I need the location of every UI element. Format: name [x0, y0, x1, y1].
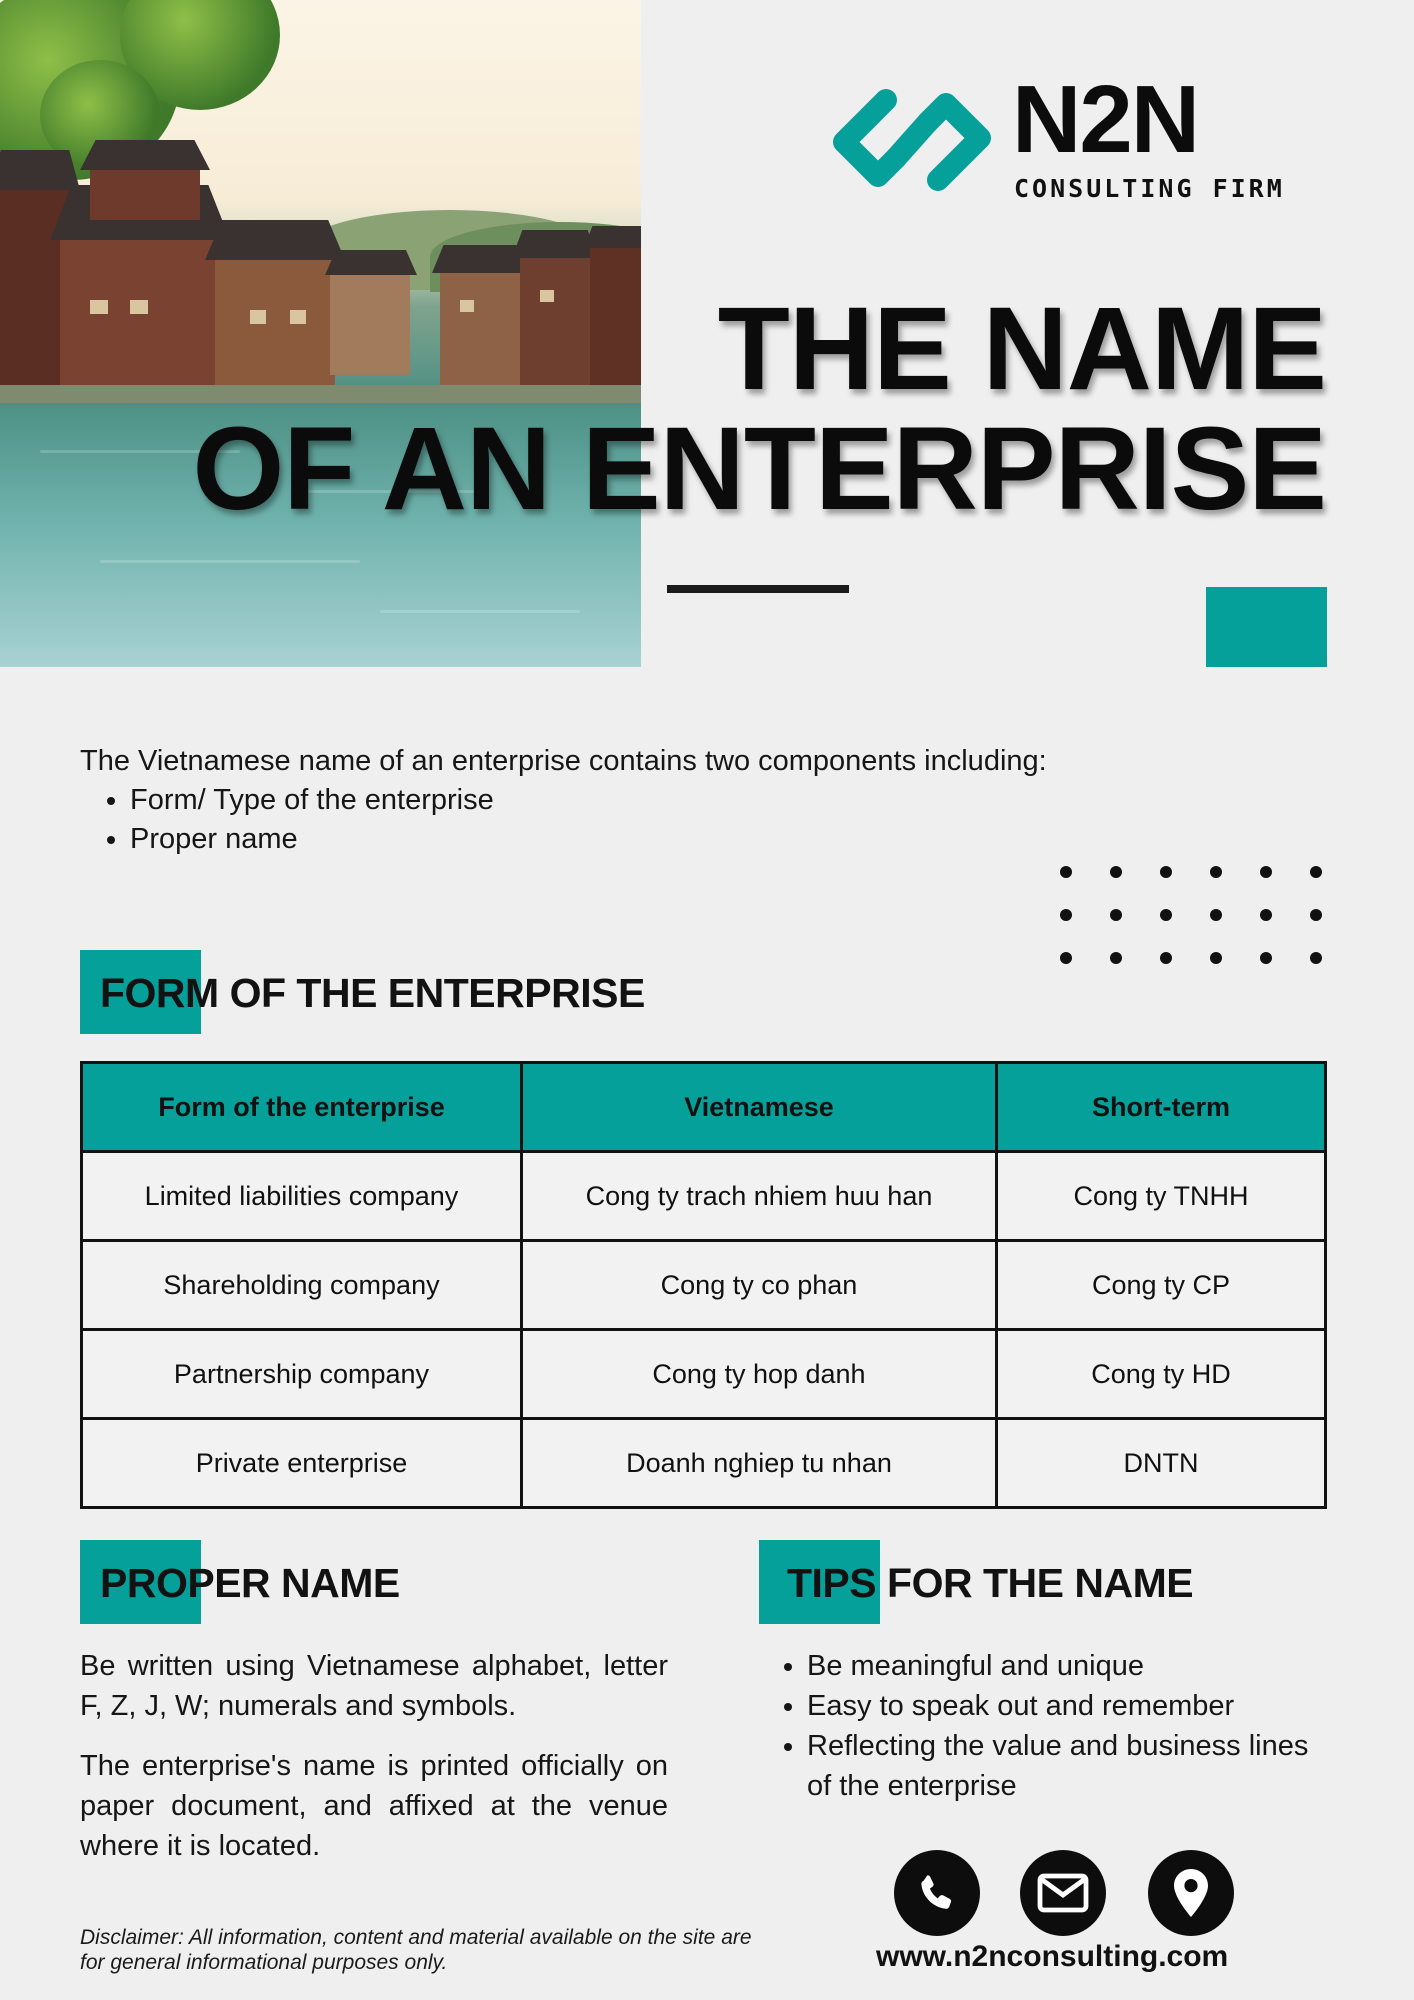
- intro-list: [80, 781, 1047, 859]
- page-title-line-1: THE NAME: [717, 283, 1326, 415]
- accent-block: [1206, 587, 1327, 667]
- table-row: [82, 1419, 1326, 1508]
- tips-section: [760, 1646, 1320, 1806]
- intro-text: The Vietnamese name of an enterprise contains two components including:: [80, 745, 1047, 777]
- table-row: [82, 1152, 1326, 1241]
- enterprise-form-table: [80, 1061, 1327, 1509]
- mail-icon[interactable]: [1020, 1850, 1106, 1936]
- list-item: • Easy to speak out and remember: [807, 1686, 1320, 1726]
- table-header: Vietnamese: [522, 1063, 997, 1152]
- table-cell: Doanh nghiep tu nhan: [522, 1419, 997, 1508]
- table-cell: Cong ty hop danh: [522, 1330, 997, 1419]
- table-cell: Partnership company: [82, 1330, 522, 1419]
- form-section-heading: FORM OF THE ENTERPRISE: [100, 970, 645, 1016]
- table-row: [82, 1241, 1326, 1330]
- table-cell: Private enterprise: [82, 1419, 522, 1508]
- hero-photo: [0, 0, 641, 667]
- table-cell: Cong ty CP: [997, 1241, 1326, 1330]
- page-title-line-2: OF AN ENTERPRISE: [192, 403, 1326, 535]
- list-item: • Proper name: [130, 820, 1047, 859]
- logo-mark-icon: [826, 80, 998, 200]
- table-cell: Cong ty TNHH: [997, 1152, 1326, 1241]
- table-row: [82, 1330, 1326, 1419]
- table-header-row: [82, 1063, 1326, 1152]
- table-cell: Cong ty trach nhiem huu han: [522, 1152, 997, 1241]
- table-header: Short-term: [997, 1063, 1326, 1152]
- table-cell: Cong ty co phan: [522, 1241, 997, 1330]
- table-cell: Shareholding company: [82, 1241, 522, 1330]
- phone-icon[interactable]: [894, 1850, 980, 1936]
- title-divider: [667, 585, 849, 593]
- tips-heading: TIPS FOR THE NAME: [787, 1560, 1194, 1606]
- paragraph: The enterprise's name is printed officially on paper document, and affixed at the venue where it is located.: [80, 1750, 668, 1862]
- disclaimer: Disclaimer: All information, content and material available on the site are for general informational purposes only.: [80, 1926, 752, 1974]
- table-cell: Cong ty HD: [997, 1330, 1326, 1419]
- table-cell: Limited liabilities company: [82, 1152, 522, 1241]
- list-item: • Reflecting the value and business lines of the enterprise: [807, 1726, 1320, 1806]
- proper-name-text: [80, 1646, 668, 1886]
- tips-list: [760, 1646, 1320, 1806]
- table-header: Form of the enterprise: [82, 1063, 522, 1152]
- list-item: • Be meaningful and unique: [807, 1646, 1320, 1686]
- website-link[interactable]: www.n2nconsulting.com: [876, 1940, 1229, 1973]
- location-icon[interactable]: [1148, 1850, 1234, 1936]
- list-item: • Form/ Type of the enterprise: [130, 781, 1047, 820]
- intro-section: [80, 742, 1047, 859]
- table-cell: DNTN: [997, 1419, 1326, 1508]
- proper-name-heading: PROPER NAME: [100, 1560, 400, 1606]
- paragraph: Be written using Vietnamese alphabet, letter F, Z, J, W; numerals and symbols.: [80, 1650, 668, 1722]
- brand-tagline: CONSULTING FIRM: [1014, 174, 1285, 203]
- brand-name: N2N: [1012, 66, 1199, 173]
